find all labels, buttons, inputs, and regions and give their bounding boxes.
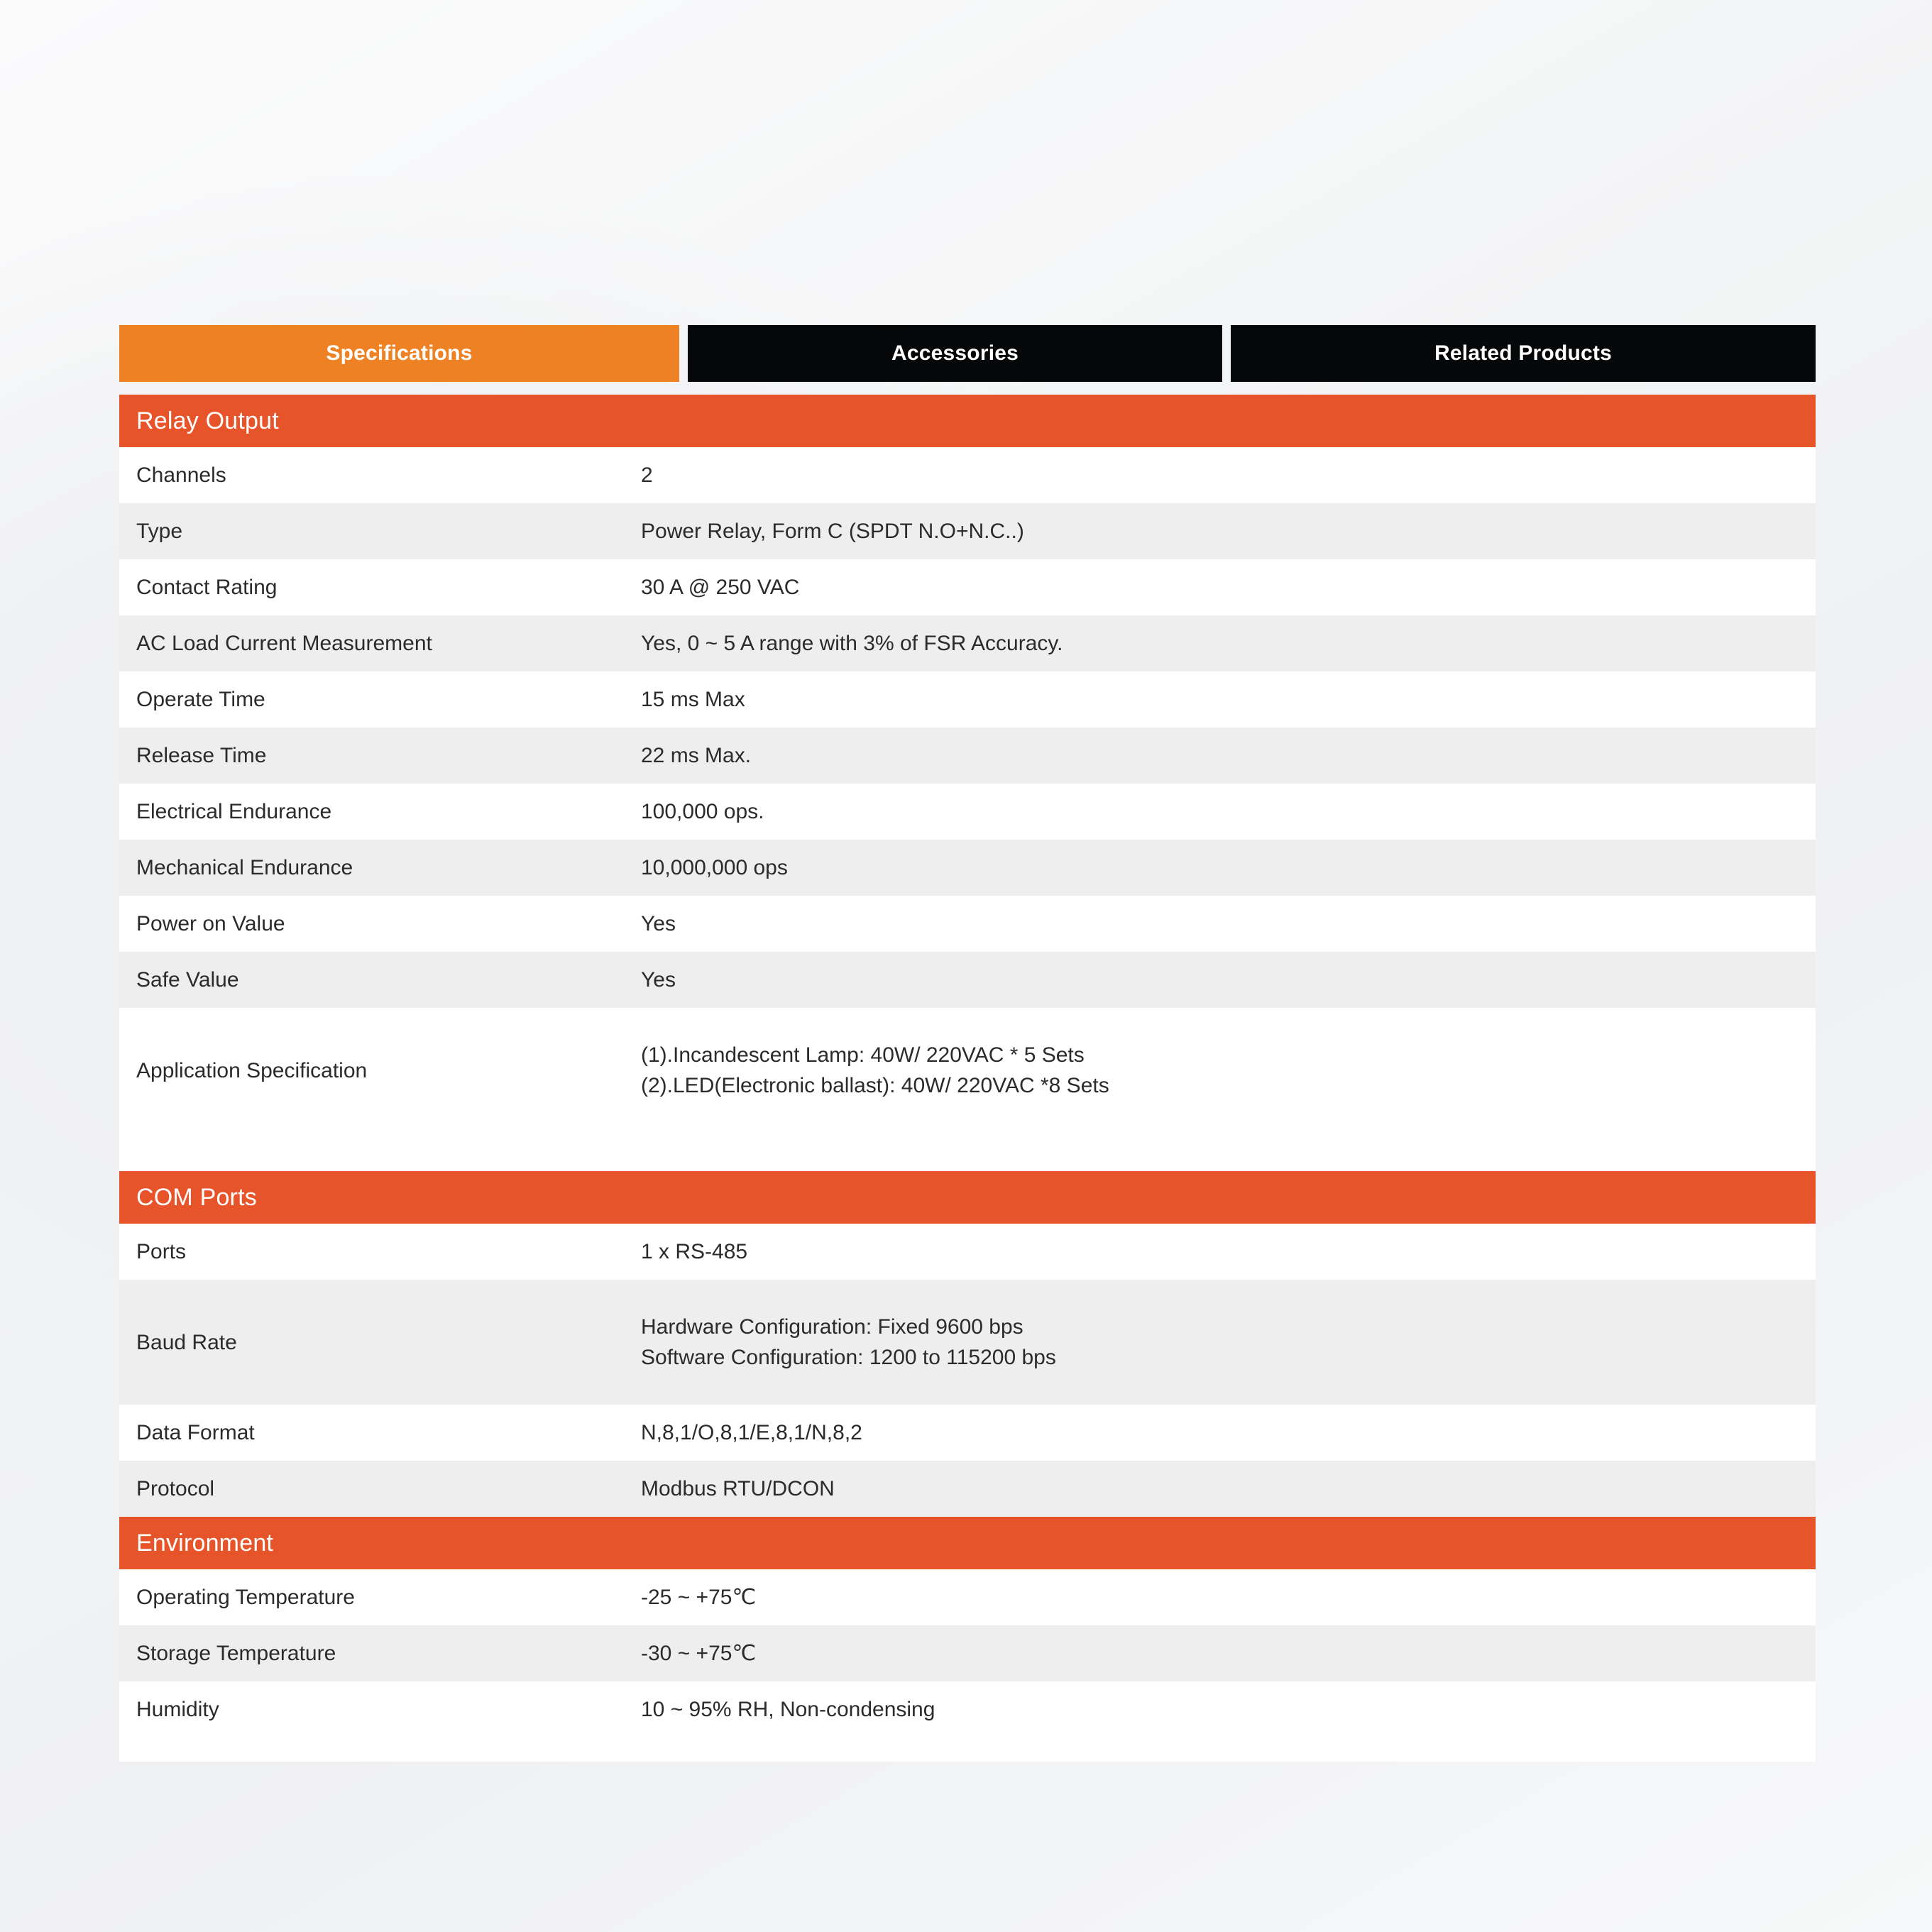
section-rows	[119, 1224, 1816, 1517]
section-title: COM Ports	[136, 1183, 257, 1211]
spec-label: Operate Time	[136, 688, 265, 711]
tab-specifications[interactable]	[119, 325, 679, 382]
table-row	[119, 728, 1816, 784]
table-row	[119, 503, 1816, 559]
spec-value-line: Power Relay, Form C (SPDT N.O+N.C..)	[641, 519, 1024, 543]
spec-label: Protocol	[136, 1477, 215, 1500]
spec-value-line: Yes	[641, 911, 676, 935]
table-row	[119, 1461, 1816, 1517]
section-rows	[119, 447, 1816, 1133]
spec-value	[641, 1236, 1816, 1268]
table-row	[119, 1224, 1816, 1280]
spec-value	[641, 1040, 1816, 1102]
spec-value-line: -25 ~ +75℃	[641, 1585, 757, 1609]
spec-value-line: 10 ~ 95% RH, Non-condensing	[641, 1697, 935, 1721]
section-title: Environment	[136, 1529, 274, 1557]
spec-value	[641, 628, 1816, 659]
table-row	[119, 1008, 1816, 1133]
spec-value	[641, 1638, 1816, 1669]
spec-label: Baud Rate	[136, 1330, 237, 1354]
spec-value	[641, 516, 1816, 547]
section-rows	[119, 1569, 1816, 1738]
product-spec-panel	[119, 325, 1816, 1762]
table-row	[119, 1405, 1816, 1461]
spec-value-line: -30 ~ +75℃	[641, 1641, 757, 1665]
section-header-relay-output	[119, 395, 1816, 447]
section-title: Relay Output	[136, 407, 279, 434]
spec-label: AC Load Current Measurement	[136, 632, 432, 655]
spec-value	[641, 1312, 1816, 1373]
spec-value-line: (1).Incandescent Lamp: 40W/ 220VAC * 5 Sets	[641, 1043, 1085, 1067]
spec-label: Ports	[136, 1240, 187, 1263]
spec-label: Operating Temperature	[136, 1586, 355, 1609]
spec-value-line: 15 ms Max	[641, 687, 745, 711]
spec-label: Channels	[136, 463, 226, 487]
table-row	[119, 896, 1816, 952]
spec-value-line: N,8,1/O,8,1/E,8,1/N,8,2	[641, 1420, 862, 1444]
tab-label: Specifications	[326, 341, 473, 365]
spec-label: Contact Rating	[136, 576, 278, 599]
spec-value-line: Software Configuration: 1200 to 115200 bps	[641, 1346, 1056, 1369]
spec-label: Humidity	[136, 1698, 219, 1721]
specifications-table	[119, 395, 1816, 1762]
spec-label: Data Format	[136, 1421, 255, 1444]
spec-value	[641, 1694, 1816, 1725]
table-bottom-spacer	[119, 1738, 1816, 1762]
table-row	[119, 784, 1816, 840]
table-row	[119, 952, 1816, 1008]
spec-value	[641, 1473, 1816, 1505]
table-row	[119, 1569, 1816, 1625]
spec-value	[641, 909, 1816, 940]
table-row	[119, 671, 1816, 728]
spec-value	[641, 684, 1816, 715]
spec-value-line: Modbus RTU/DCON	[641, 1476, 835, 1500]
tab-bar	[119, 325, 1816, 382]
section-header-environment	[119, 1517, 1816, 1569]
table-row	[119, 1625, 1816, 1681]
tab-label: Accessories	[891, 341, 1019, 365]
spec-value	[641, 852, 1816, 884]
spec-label: Application Specification	[136, 1058, 368, 1082]
tab-label: Related Products	[1434, 341, 1612, 365]
spec-label: Storage Temperature	[136, 1642, 336, 1665]
spec-value	[641, 1417, 1816, 1449]
spec-label: Electrical Endurance	[136, 800, 332, 823]
section-spacer	[119, 1133, 1816, 1171]
spec-label: Power on Value	[136, 912, 285, 935]
section-header-com-ports	[119, 1171, 1816, 1224]
spec-value	[641, 572, 1816, 603]
spec-value-line: 30 A @ 250 VAC	[641, 575, 800, 599]
spec-value-line: 100,000 ops.	[641, 799, 764, 823]
spec-value	[641, 740, 1816, 772]
spec-value	[641, 965, 1816, 996]
tab-related-products[interactable]	[1231, 325, 1816, 382]
table-row	[119, 559, 1816, 615]
table-row	[119, 840, 1816, 896]
spec-value-line: 2	[641, 463, 653, 487]
table-row	[119, 615, 1816, 671]
spec-value	[641, 1582, 1816, 1613]
tab-accessories[interactable]	[688, 325, 1222, 382]
table-row	[119, 1681, 1816, 1738]
spec-value	[641, 796, 1816, 828]
spec-label: Mechanical Endurance	[136, 856, 353, 879]
spec-value-line: Yes	[641, 967, 676, 992]
spec-value	[641, 460, 1816, 491]
table-row	[119, 447, 1816, 503]
spec-label: Release Time	[136, 744, 267, 767]
spec-value-line: Yes, 0 ~ 5 A range with 3% of FSR Accuracy.	[641, 631, 1063, 655]
spec-value-line: (2).LED(Electronic ballast): 40W/ 220VAC *8 Sets	[641, 1074, 1109, 1097]
table-row	[119, 1280, 1816, 1405]
spec-value-line: 10,000,000 ops	[641, 855, 788, 879]
spec-value-line: Hardware Configuration: Fixed 9600 bps	[641, 1314, 1023, 1339]
spec-label: Safe Value	[136, 968, 239, 992]
spec-value-line: 1 x RS-485	[641, 1239, 748, 1263]
spec-label: Type	[136, 520, 183, 543]
spec-value-line: 22 ms Max.	[641, 743, 752, 767]
